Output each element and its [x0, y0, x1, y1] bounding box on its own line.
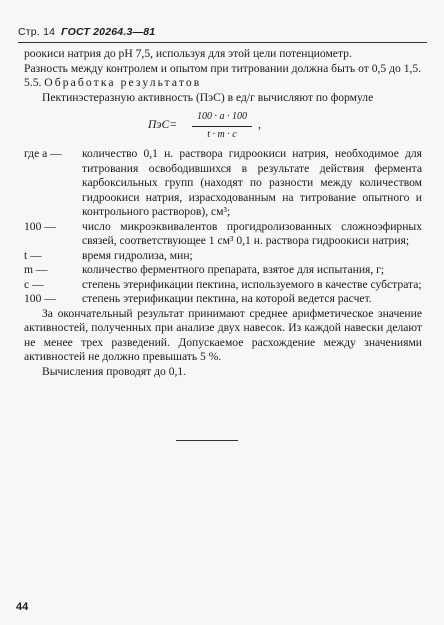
section-heading — [24, 76, 422, 91]
intro-line-1: роокиси натрия до pH 7,5, используя для этой цели потенциометр. — [24, 47, 352, 60]
standard-number: ГОСТ 20264.3—81 — [61, 26, 156, 38]
definition-symbol: t — — [24, 248, 42, 262]
formula-lead: Пектинэстеразную активность (ПэС) в ед/г вычисляют по формуле — [42, 90, 374, 104]
definition-symbol: 100 — — [24, 219, 56, 233]
definition-c — [24, 278, 422, 293]
definition-a — [24, 147, 422, 220]
definitions-list — [24, 147, 422, 307]
intro-line-2: Разность между контролем и опытом при титровании должна быть от 0,5 до 1,5. — [24, 61, 422, 75]
definition-100-microequivalents — [24, 220, 422, 249]
definition-symbol: c — — [24, 277, 44, 291]
definition-text: число микроэквивалентов прогидролизованных сложноэфирных связей, соответствующее 1 см³ 0,1 н. раствора гидроокиси натрия; — [82, 219, 422, 247]
section-title: Обработка результатов — [44, 76, 202, 89]
definition-text: количество ферментного препарата, взятое для испытания, г; — [82, 263, 385, 276]
definition-text: время гидролиза, мин; — [82, 248, 193, 262]
header-rule — [18, 42, 427, 43]
final-result-paragraph: За окончательный результат принимают среднее арифметическое значение активностей, полученных при анализе двух навесок. Из каждой навески делают не менее трех разведений. Допускаемое расхождение между значениями активностей не должно превышать 5 %. — [24, 306, 422, 363]
definition-symbol: 100 — — [24, 292, 56, 305]
definition-100-esterification — [24, 292, 422, 307]
calculation-precision: Вычисления проводят до 0,1. — [42, 364, 187, 378]
formula-denominator: t · m · c — [207, 128, 237, 140]
formula-numerator: 100 · a · 100 — [192, 110, 252, 127]
definition-symbol: m — — [24, 263, 48, 276]
formula-lhs: ПэС= — [148, 118, 178, 131]
definition-symbol: где a — — [24, 147, 62, 160]
formula-comma: , — [258, 118, 261, 131]
definition-text: степень этерификации пектина, используемого в качестве субстрата; — [82, 277, 422, 291]
definition-text: степень этерификации пектина, на которой ведется расчет. — [82, 292, 372, 305]
running-header — [18, 26, 155, 38]
definition-t — [24, 249, 422, 264]
definition-m — [24, 263, 422, 278]
section-number: 5.5. — [24, 76, 42, 89]
end-rule — [176, 440, 238, 441]
page-number: 44 — [16, 601, 29, 613]
formula-fraction — [192, 110, 252, 142]
definition-text: количество 0,1 н. раствора гидроокиси натрия, необходимое для титрования освободившихся в результате действия фермента карбоксильных групп (находят по разности между количеством гидроокиси натрия, израсходованным на титрование опытного и контрольного растворов), см³; — [82, 147, 422, 218]
activity-formula — [24, 108, 422, 144]
page-body — [24, 47, 422, 379]
page-label: Стр. 14 — [18, 26, 56, 38]
